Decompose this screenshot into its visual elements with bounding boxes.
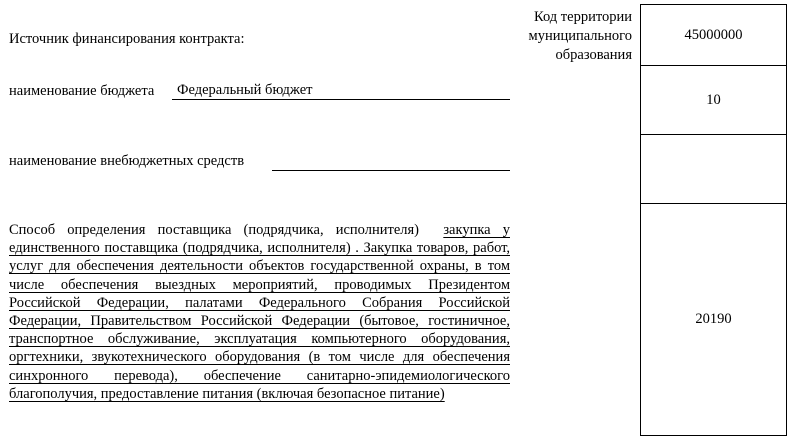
- offbudget-name-field: [272, 152, 510, 171]
- budget-name-label: наименование бюджета: [9, 83, 155, 99]
- budget-code-cell: [640, 65, 787, 135]
- territory-code-value: 45000000: [684, 26, 743, 43]
- method-code-cell: [640, 203, 787, 436]
- budget-name-field: [172, 82, 510, 100]
- offbudget-code-cell: [640, 134, 787, 204]
- procurement-method-value: закупка у единственного поставщика (подрядчика, исполнителя) . Закупка товаров, работ, услуг для обеспечения деятельности объектов государственной охраны, в том числе обеспечения выездных мероприятий, проводимых Президентом Российской Федерации, палатами Федерального Собрания Российской Федерации, Правительством Российской Федерации (бытовое, гостиничное, транспортное обслуживание, эксплуатация компьютерного оборудования, оргтехники, звукотехнического оборудования (в том числе для обеспечения синхронного перевода), обеспечение санитарно-эпидемиологического благополучия, предоставление питания (включая безопасное питание): [9, 222, 510, 402]
- funding-source-label: Источник финансирования контракта:: [9, 31, 245, 47]
- procurement-method: [9, 221, 510, 403]
- procurement-method-label: Способ определения поставщика (подрядчика, исполнителя): [9, 222, 419, 238]
- territory-code-label: Код территории муниципального образования: [528, 9, 632, 63]
- territory-code-cell: [640, 4, 787, 66]
- offbudget-name-label: наименование внебюджетных средств: [9, 153, 245, 169]
- budget-code-value: 10: [706, 91, 721, 108]
- method-code-value: 20190: [695, 311, 732, 327]
- budget-name-value: Федеральный бюджет: [177, 82, 313, 98]
